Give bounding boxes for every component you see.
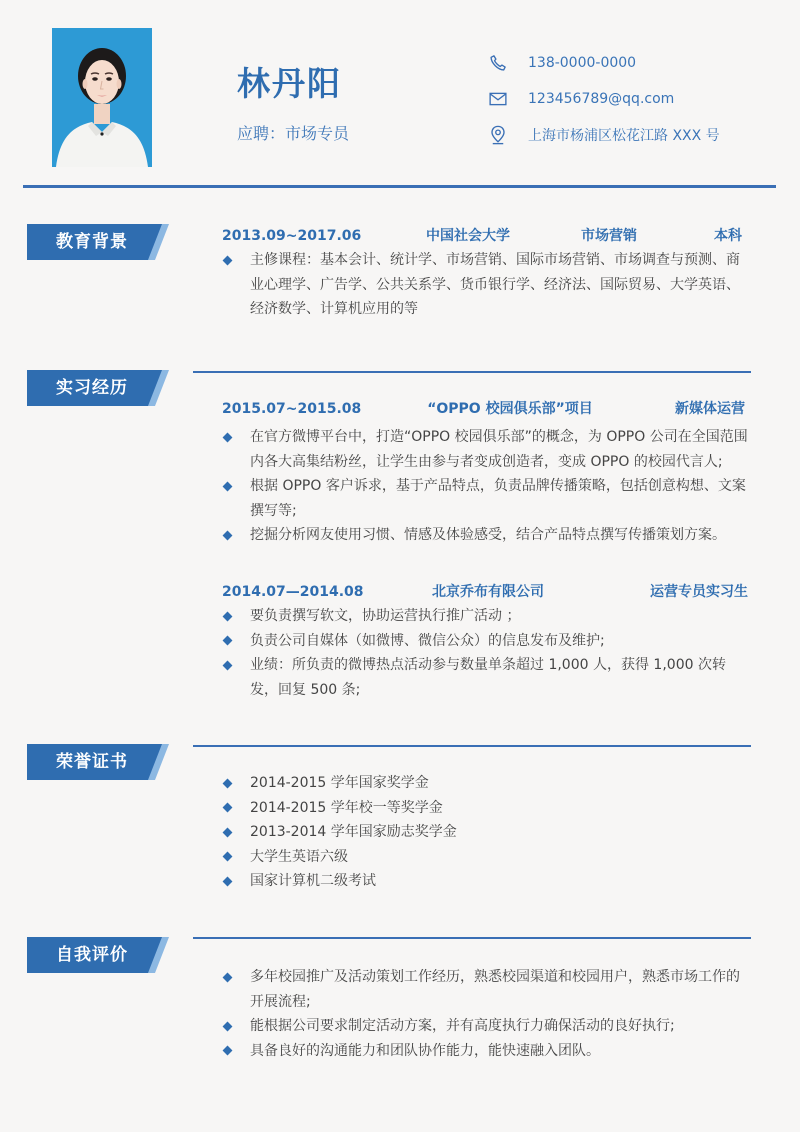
list-item: 国家计算机二级考试 xyxy=(222,869,752,894)
contact-address xyxy=(488,123,720,147)
internship-2-role: 运营专员实习生 xyxy=(650,584,748,600)
diamond-bullet-icon xyxy=(223,876,233,886)
portrait-image xyxy=(52,28,152,167)
section-label-self-evaluation xyxy=(27,937,169,973)
contact-email xyxy=(488,87,674,111)
diamond-bullet-icon xyxy=(223,803,233,813)
section-label-honors xyxy=(27,744,169,780)
diamond-bullet-icon xyxy=(223,530,233,540)
internship-2-org: 北京乔布有限公司 xyxy=(432,584,544,600)
section-title: 荣誉证书 xyxy=(56,752,128,772)
list-item: 挖掘分析网友使用习惯、情感及体验感受，结合产品特点撰写传播策划方案。 xyxy=(222,523,752,548)
diamond-bullet-icon xyxy=(223,660,233,670)
internship-1-role: 新媒体运营 xyxy=(675,401,745,417)
section-label-education xyxy=(27,224,169,260)
section-title: 实习经历 xyxy=(56,378,128,398)
honors-list xyxy=(222,771,752,894)
diamond-bullet-icon xyxy=(223,481,233,491)
internship-2-duty-list xyxy=(222,604,752,702)
internship-1-duty-list xyxy=(222,425,752,548)
section-divider xyxy=(193,937,751,939)
section-title: 教育背景 xyxy=(56,232,128,252)
location-icon xyxy=(488,125,508,145)
diamond-bullet-icon xyxy=(223,852,233,862)
diamond-bullet-icon xyxy=(223,636,233,646)
internship-1-org: “OPPO 校园俱乐部”项目 xyxy=(427,401,593,417)
list-item: 业绩：所负责的微博热点活动参与数量单条超过 1,000 人，获得 1,000 次转发，回复 500 条; xyxy=(222,653,752,702)
list-item: 2014-2015 学年校一等奖学金 xyxy=(222,796,752,821)
internship-1-period: 2015.07~2015.08 xyxy=(222,401,362,417)
section-title: 自我评价 xyxy=(56,945,128,965)
list-item: 要负责撰写软文，协助运营执行推广活动 ； xyxy=(222,604,752,629)
education-major: 市场营销 xyxy=(581,228,637,244)
phone-number: 138-0000-0000 xyxy=(528,55,637,71)
section-divider xyxy=(193,371,751,373)
education-school: 中国社会大学 xyxy=(426,228,510,244)
list-item: 具备良好的沟通能力和团队协作能力，能快速融入团队。 xyxy=(222,1039,752,1064)
list-item: 在官方微博平台中，打造“OPPO 校园俱乐部”的概念，为 OPPO 公司在全国范围内各大高集结粉丝，让学生由参与者变成创造者，变成 OPPO 的校园代言人; xyxy=(222,425,752,474)
list-item: 大学生英语六级 xyxy=(222,845,752,870)
phone-icon xyxy=(488,53,508,73)
header-divider xyxy=(23,185,776,188)
diamond-bullet-icon xyxy=(223,827,233,837)
list-item: 2013-2014 学年国家励志奖学金 xyxy=(222,820,752,845)
diamond-bullet-icon xyxy=(223,1021,233,1031)
diamond-bullet-icon xyxy=(223,972,233,982)
applied-position: 应聘：市场专员 xyxy=(237,124,350,143)
candidate-name: 林丹阳 xyxy=(237,64,342,103)
mail-icon xyxy=(488,89,508,109)
list-item: 根据 OPPO 客户诉求，基于产品特点，负责品牌传播策略，包括创意构想、文案撰写等; xyxy=(222,474,752,523)
email-address: 123456789@qq.com xyxy=(528,91,675,107)
diamond-bullet-icon xyxy=(223,611,233,621)
list-item: 负责公司自媒体（如微博、微信公众）的信息发布及维护; xyxy=(222,629,752,654)
list-item: 能根据公司要求制定活动方案，并有高度执行力确保活动的良好执行; xyxy=(222,1014,752,1039)
diamond-bullet-icon xyxy=(223,1046,233,1056)
internship-2-period: 2014.07—2014.08 xyxy=(222,584,364,600)
profile-photo xyxy=(52,28,152,167)
home-address: 上海市杨浦区松花江路 XXX 号 xyxy=(528,128,720,144)
education-course-list xyxy=(222,248,752,322)
education-degree: 本科 xyxy=(714,228,742,244)
list-item: 多年校园推广及活动策划工作经历，熟悉校园渠道和校园用户，熟悉市场工作的开展流程; xyxy=(222,965,752,1014)
self-evaluation-list xyxy=(222,965,752,1063)
list-item: 2014-2015 学年国家奖学金 xyxy=(222,771,752,796)
contact-phone xyxy=(488,51,636,75)
education-period: 2013.09~2017.06 xyxy=(222,228,362,244)
list-item: 主修课程：基本会计、统计学、市场营销、国际市场营销、市场调查与预测、商业心理学、广告学、公共关系学、货币银行学、经济法、国际贸易、大学英语、经济数学、计算机应用的等 xyxy=(222,248,752,322)
section-label-internship xyxy=(27,370,169,406)
diamond-bullet-icon xyxy=(223,255,233,265)
section-divider xyxy=(193,745,751,747)
diamond-bullet-icon xyxy=(223,778,233,788)
diamond-bullet-icon xyxy=(223,432,233,442)
